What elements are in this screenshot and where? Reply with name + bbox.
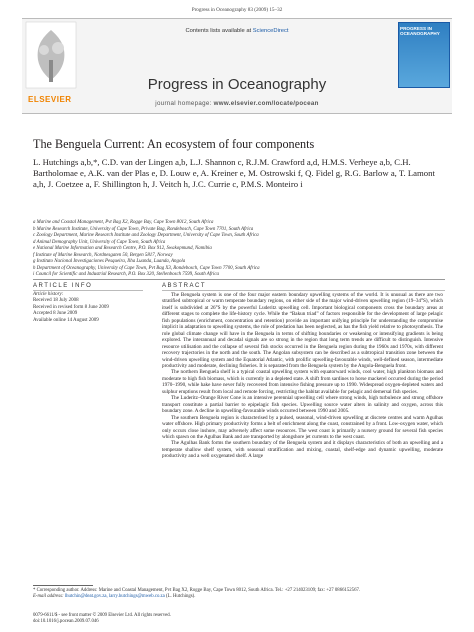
abstract-paragraph: The Agulhas Bank forms the southern boundary of the Benguela system and it displays characteristics of both an upwelling and a temperate shallow shelf system, with seasonal stratification and mixing, coastal, shelf-edge and dynamic upwelling, moderate productivity and a well oxygenated shelf. A large (162, 440, 443, 460)
article-history (33, 292, 133, 324)
doi-line: doi:10.1016/j.pocean.2009.07.046 (33, 619, 99, 625)
homepage-label: journal homepage: (155, 100, 214, 107)
affiliation: i Council for Scientific and Industrial Research, P.O. Box 320, Stellenbosch 7599, South Africa (33, 272, 220, 277)
issn-line: 0079-6611/$ - see front matter © 2009 Elsevier Ltd. All rights reserved. (33, 613, 171, 618)
affiliation: g Instituto Nacional Investigaciones Pesqueira, Ilha Luanda, Luanda, Angola (33, 259, 186, 264)
sciencedirect-link[interactable]: ScienceDirect (252, 28, 289, 34)
footnote-divider (33, 585, 93, 586)
affiliation: a Marine and Coastal Management, Pvt Bag X2, Rogge Bay, Cape Town 8012, South Africa (33, 220, 214, 225)
accepted-date: Accepted 8 June 2009 (33, 311, 78, 317)
footnote-text: Corresponding author. Address: Marine and Coastal Management, Pvt Bag X2, Rogge Bay, Cape Town 8012, South Africa. Tel.: +27 214023109; fax: +27 0866152567. (36, 588, 361, 593)
divider (162, 290, 445, 291)
abstract-heading: ABSTRACT (162, 283, 207, 289)
history-label: Article history: (33, 292, 64, 297)
email-suffix: (L. Hutchings). (164, 594, 196, 600)
abstract-paragraph: The Luderitz–Orange River Cone is an intensive perennial upwelling cell where strong winds, high turbulence and strong offshore transport constitute a partial barrier to epipelagic fish species. Upwelling source water alters in salinity and oxygen, across this boundary zone. A decline in upwelling-favourable winds occurred between 1990 and 2005. (162, 395, 443, 415)
affiliation: f Institute of Marine Research, Nordnesgaten 50, Bergen 5817, Norway (33, 252, 173, 258)
affiliation: c Zoology Department, Marine Research Institute and Zoology Department, University of Cape Town, South Africa (33, 233, 259, 238)
cover-title: PROGRESS IN OCEANOGRAPHY (400, 26, 440, 36)
publisher-name: ELSEVIER (28, 95, 72, 104)
email-link[interactable]: lhutchin@deat.gov.za, larry.hutchings@mweb.co.za (64, 594, 165, 600)
abstract-body (162, 292, 443, 460)
divider (33, 290, 143, 291)
email-label: E-mail address: (33, 594, 65, 600)
affiliations (33, 220, 445, 279)
footnote-mark: * (33, 588, 36, 593)
divider (33, 279, 445, 280)
revised-date: Received in revised form 8 June 2009 (33, 304, 109, 310)
affiliation: e National Marine Information and Research Centre, P.O. Box 912, Swakopmund, Namibia (33, 246, 212, 251)
journal-title: Progress in Oceanography (147, 76, 327, 93)
affiliation: h Department of Oceanography, University of Cape Town, Pvt Bag X3, Rondebosch, Cape Town 7700, South Africa (33, 265, 260, 271)
corresponding-author-footnote (33, 588, 453, 600)
online-date: Available online 14 August 2009 (33, 317, 99, 323)
affiliation: b Marine Research Institute, University of Cape Town, Private Bag, Rondebosch, Cape Town 7701, South Africa (33, 226, 254, 232)
author-list: L. Hutchings a,b,*, C.D. van der Lingen a,b, L.J. Shannon c, R.J.M. Crawford a,d, H.M.S. Verheye a,b, C.H. Bartholomae e, A.K. van der Plas e, D. Louw e, A. Kreiner e, M. Ostrowski f, Q. Fidel g, R.G. Barlow a, T. Lamont a,h, J. Coetzee a, F. Shillington h, J. Veitch h, J.C. Currie c, P.M.S. Monteiro i (33, 157, 435, 190)
abstract-paragraph: The southern Benguela region is characterised by a pulsed, seasonal, wind-driven upwelling at discrete centres and warm Agulhas water offshore. High primary productivity forms a belt of enrichment along the coast, constrained by a front. Low-oxygen water, which only occurs close inshore, may adversely affect some resources. The west coast is primarily a nursery ground for several fish species which spawn on the Agulhas Bank and are transported by alongshore jet currents to the west coast. (162, 414, 443, 440)
received-date: Received 18 July 2008 (33, 298, 79, 304)
homepage-url[interactable]: www.elsevier.com/locate/pocean (213, 100, 319, 107)
affiliation: d Animal Demography Unit, University of Cape Town, South Africa (33, 239, 166, 245)
journal-homepage (0, 100, 474, 107)
article-title: The Benguela Current: An ecosystem of four components (33, 137, 315, 151)
issn-block (33, 613, 171, 625)
abstract-paragraph: The northern Benguela shelf is a typical coastal upwelling system with equatorward winds, cool water, high plankton biomass and moderate to high fish biomass, which is currently in a depleted state. A shift from sardines to horse mackerel occurred during the period 1970–1990, while hake have never fully recovered from intensive fishing pressure up to 1990. Widespread oxygen-depleted waters and sulphur eruptions result from local and remote forcing, restricting the habitat available for pelagic and demersal fish species. (162, 369, 443, 395)
abstract-paragraph: The Benguela system is one of the four major eastern boundary upwelling systems of the world. It is unusual as there are two stratified subtropical or warm temperate boundary regions, on either side of the major wind-driven upwelling region (19–34°S), which itself is subdivided at 26°S by the powerful Luderitz upwelling cell. Important biological components cross the boundary areas at different stages to complete the life-history cycle. While the “Bakun triad” of factors responsible for the development of large pelagic fish populations (enrichment, concentration and retention) provide an important unifying principle for understanding the compromise implicit in adaptation to upwelling systems, the role of predation has been neglected, as has the fish yield relative to photosynthesis. The role global climate change will have in the Benguela in terms of shifting boundaries or weakening or intensifying gradients is being explored. The interannual and decadal signals are so strong in the region that long term trends are difficult to distinguish. Intensive resource utilisation and the collapse of several fish stocks occurred in the Benguela region during the 1960s and 1970s, with different recovery trajectories in the north and the south. The Angolan subsystem can be described as a subtropical transition zone between the wind-driven upwelling system and the Equatorial Atlantic, with prolific upwelling-favourable winds, well-defined season, intermediate productivity and moderate, declining fisheries. It is separated from the Benguela system by the Angola-Benguela front. (162, 292, 443, 369)
running-header: Progress in Oceanography 83 (2009) 15–32 (191, 7, 283, 13)
article-info-heading: ARTICLE INFO (33, 283, 93, 289)
contents-prefix: Contents lists available at (185, 28, 253, 34)
